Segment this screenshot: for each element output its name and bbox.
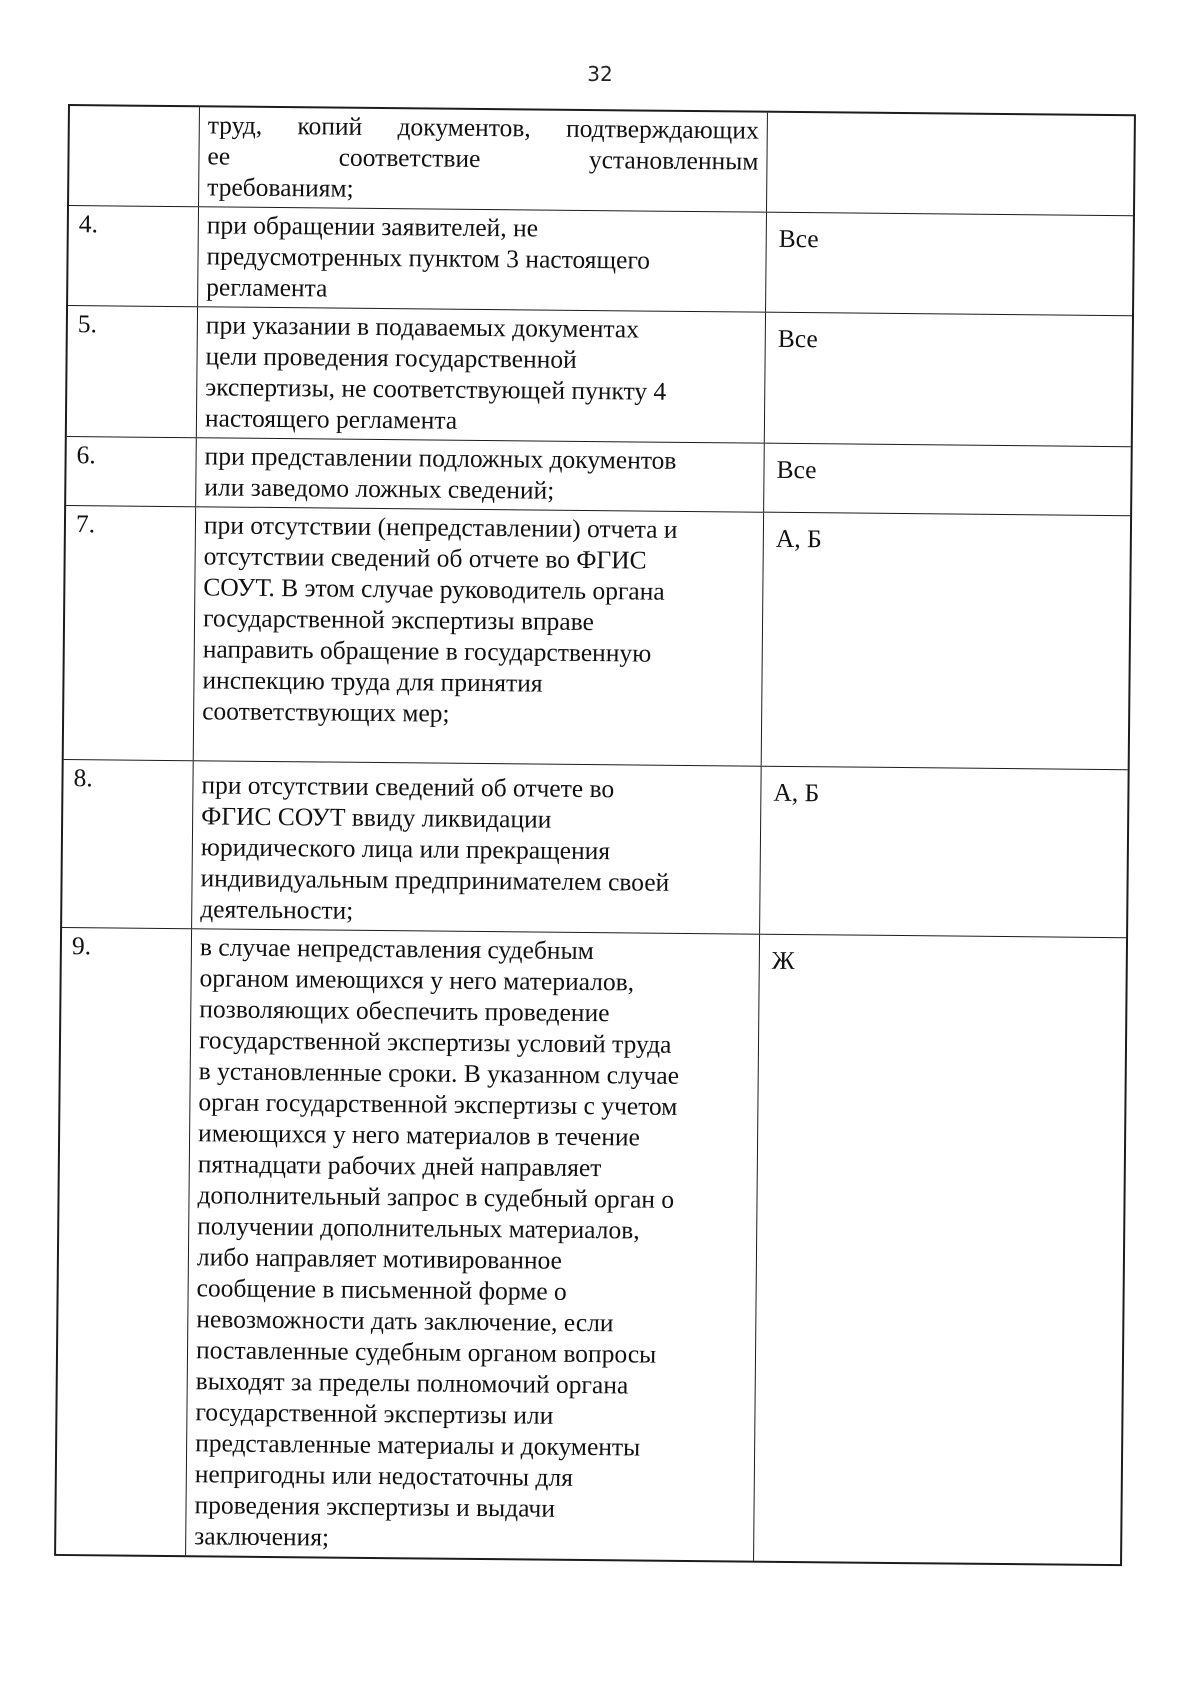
table-row [66,436,1131,515]
row-code: А, Б [775,523,822,554]
text-line: выходят за пределы полномочий органа [195,1366,629,1400]
row-number: 5. [67,306,198,437]
text-line: невозможности дать заключение, если [196,1304,614,1338]
text-line: либо направляет мотивированное [196,1242,563,1275]
text-line: позволяющих обеспечить проведение [199,994,610,1028]
text-line: экспертизы, не соответствующей пункту 4 [205,372,667,406]
text-line: проведения экспертизы и выдачи [194,1490,556,1523]
table-row [62,759,1128,937]
table-row [67,305,1132,446]
page-number: 32 [587,62,613,86]
text-line: представленные материалы и документы [195,1428,641,1462]
text-line: требованиям; [207,172,354,203]
text-line: государственной экспертизы условий труда [198,1025,672,1059]
text-line: орган государственной экспертизы с учетом [198,1087,678,1121]
text-line: труд, копий документов, подтверждающих [207,110,759,145]
text-line: соответствующих мер; [202,696,450,728]
text-line: инспекцию труда для принятия [202,665,543,698]
table-row [68,205,1133,315]
row-code [767,113,1134,216]
row-code: А, Б [773,777,820,808]
text-line: государственной экспертизы вправе [202,603,595,637]
row-code: Ж [771,945,795,976]
text-line: государственной экспертизы или [195,1397,554,1430]
row-number: 6. [66,437,197,506]
row-text [197,307,766,442]
row-text [194,507,764,765]
table-row [69,106,1134,215]
text-line: при указании в подаваемых документах [205,310,640,344]
text-line: деятельности; [200,894,354,925]
text-line: органом имеющихся у него материалов, [199,963,635,997]
text-line: пятнадцати рабочих дней направляет [197,1149,602,1183]
text-line: индивидуальным предпринимателем своей [200,863,670,897]
text-line: отсутствии сведений об отчете во ФГИС [203,541,647,575]
text-line: получении дополнительных материалов, [197,1211,640,1245]
text-line: юридического лица или прекращения [200,832,611,866]
text-line: или заведомо ложных сведений; [204,472,555,505]
row-text [198,207,767,311]
row-number [69,106,200,206]
text-line: при отсутствии сведений об отчете во [201,770,615,804]
text-line: поставленные судебным органом вопросы [195,1335,657,1369]
text-line: дополнительный запрос в судебный орган о [197,1180,675,1214]
text-line: имеющихся у него материалов в течение [197,1118,641,1152]
table-row [64,505,1130,769]
text-line: сообщение в письменной форме о [196,1273,567,1306]
text-line: ее соответствие установленным [207,141,759,176]
text-line: настоящего регламента [204,403,458,435]
row-number: 9. [56,928,192,1555]
text-line: непригодны или недостаточны для [194,1459,574,1492]
text-line: при представлении подложных документов [204,441,677,475]
text-line: в случае непредставления судебным [199,932,594,966]
table-row [56,927,1126,1564]
text-line: СОУТ. В этом случае руководитель органа [203,572,665,606]
text-line: регламента [206,272,328,303]
row-text [196,438,765,511]
text-line: при отсутствии (непредставлении) отчета и [203,510,678,544]
row-code: Все [776,454,817,485]
text-line: предусмотренных пунктом 3 настоящего [206,241,651,275]
text-line: цели проведения государственной [205,341,577,374]
text-line: заключения; [194,1521,330,1552]
row-text [192,761,762,933]
text-line: направить обращение в государственную [202,634,652,668]
conditions-table [54,104,1136,1566]
row-text [186,929,760,1560]
row-code: Все [778,223,819,254]
row-number: 8. [62,760,194,928]
row-number: 4. [68,206,199,306]
row-code: Все [777,323,818,354]
text-line: ФГИС СОУТ ввиду ликвидации [201,801,552,834]
text-line: в установленные сроки. В указанном случае [198,1056,680,1090]
row-number: 7. [64,506,196,760]
text-line: при обращении заявителей, не [206,210,539,243]
row-text [199,107,768,211]
